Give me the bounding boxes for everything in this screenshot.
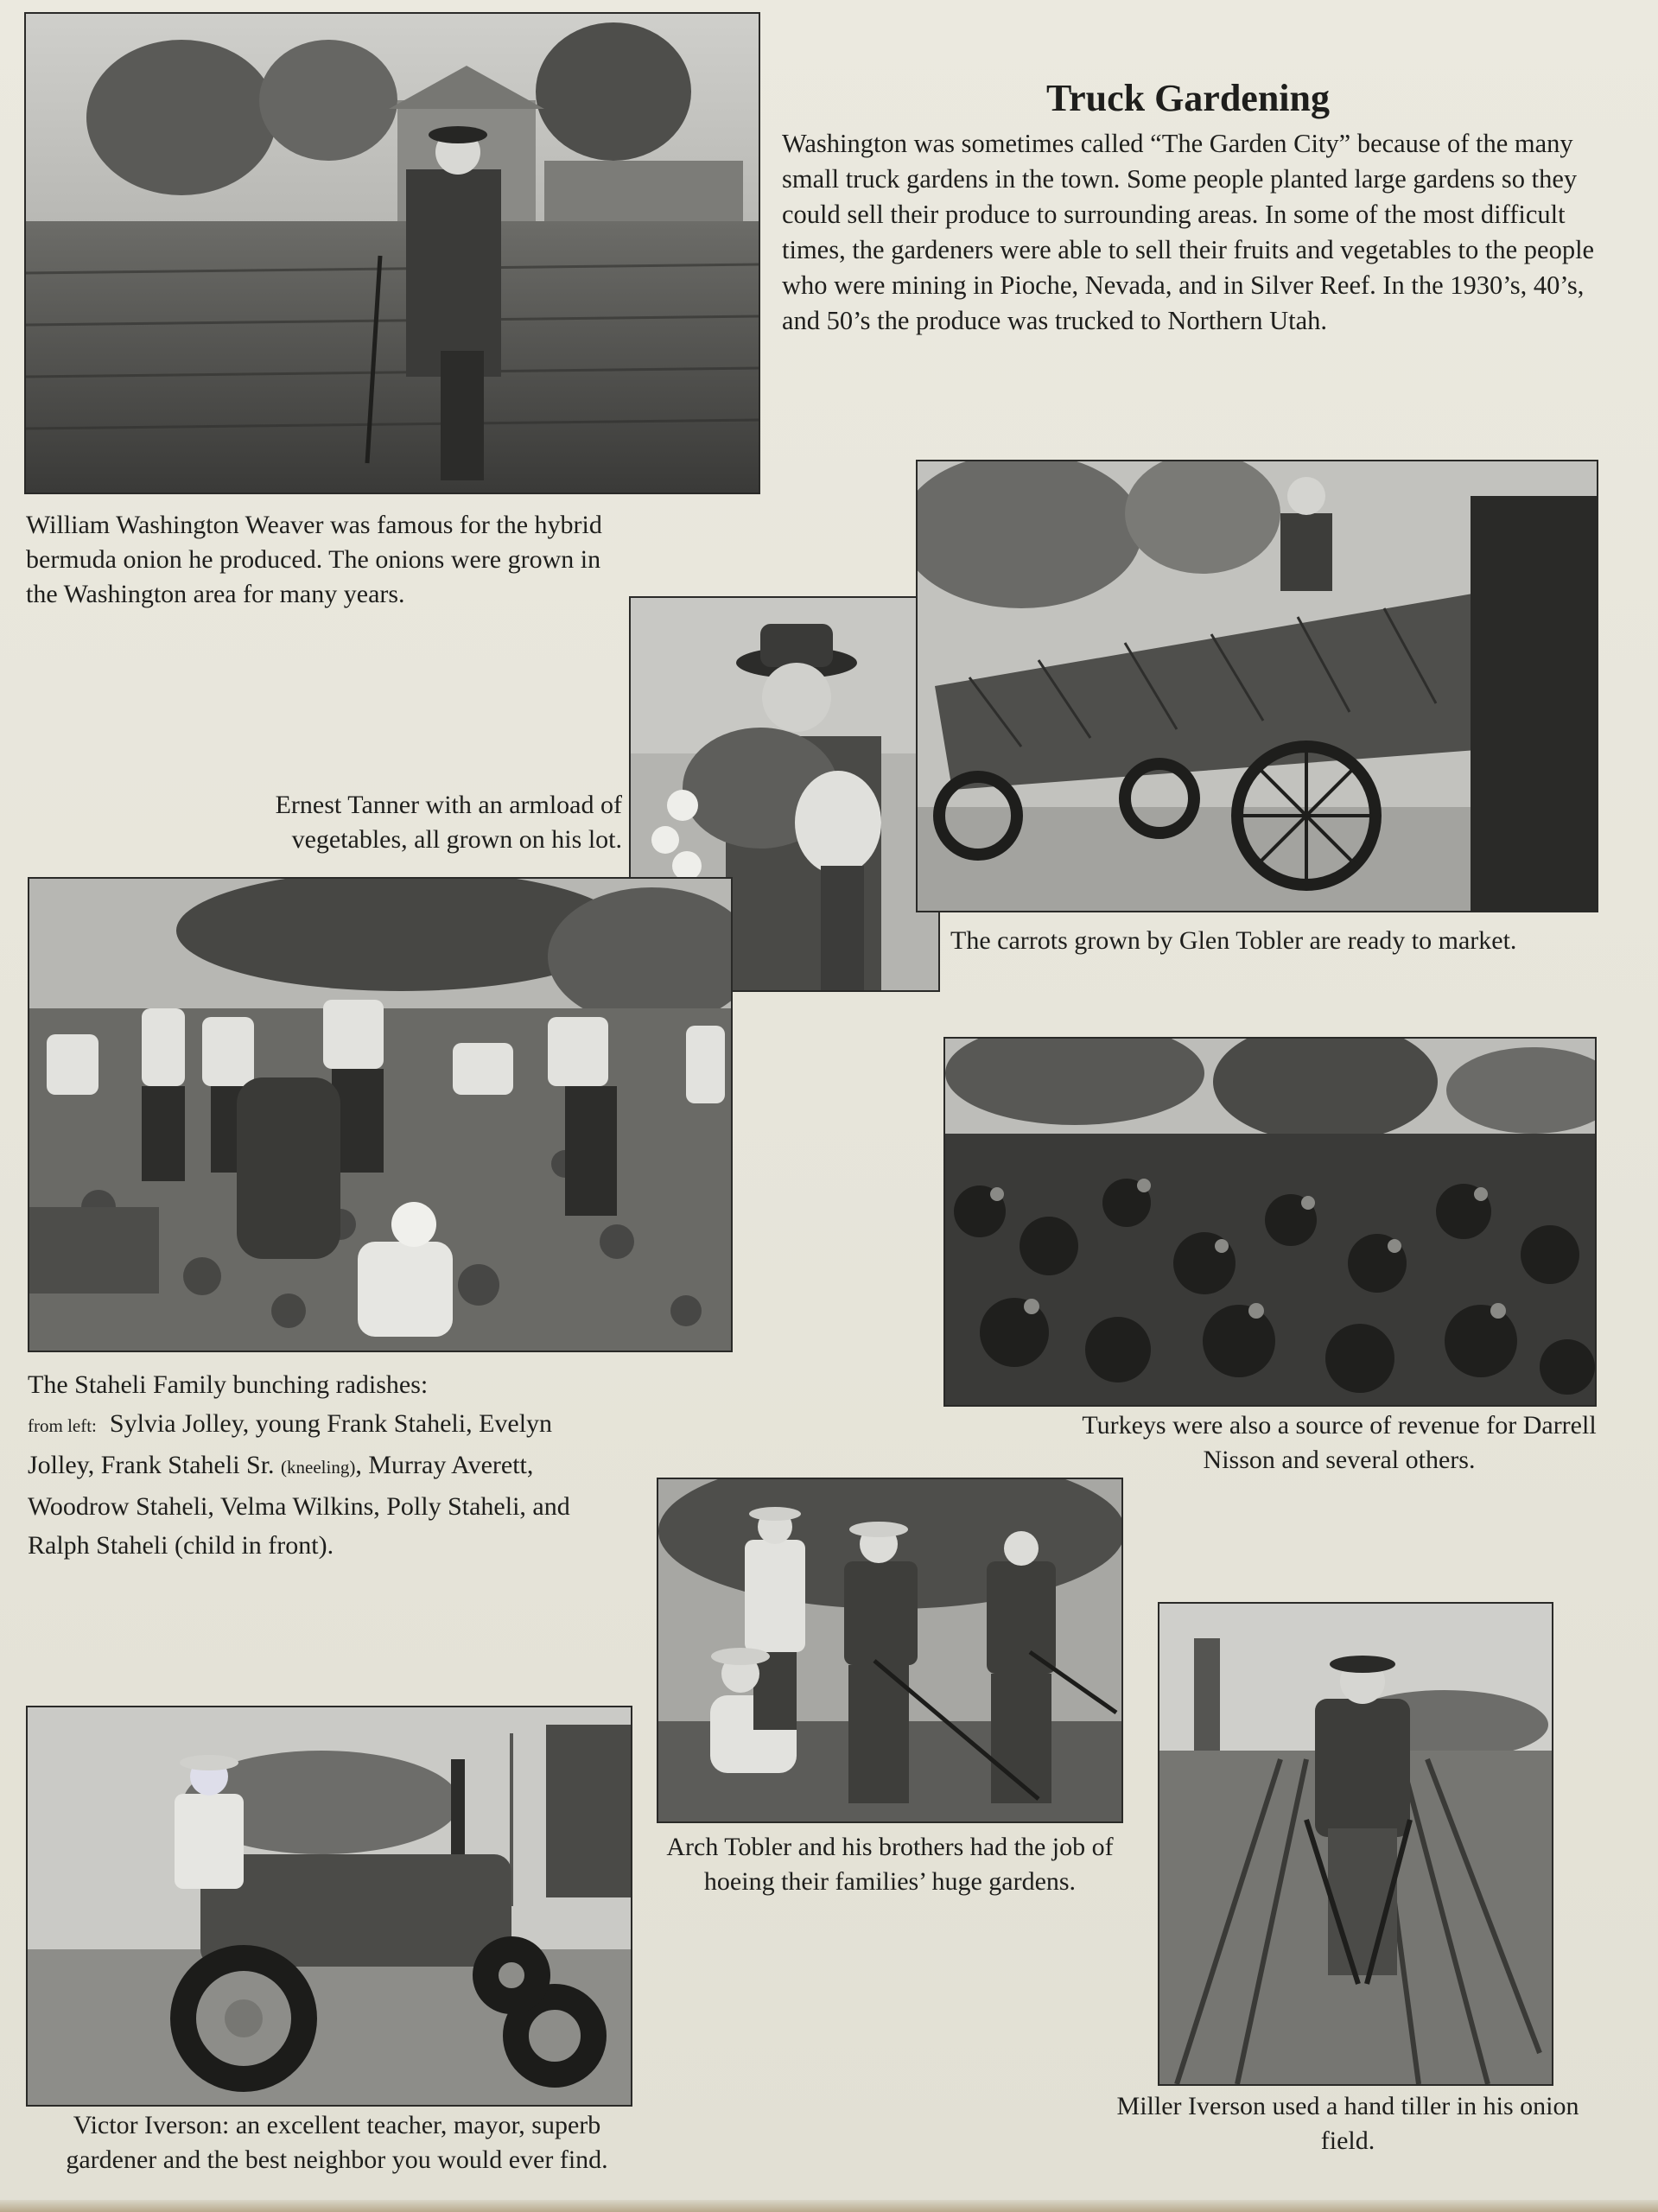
caption-staheli-names bbox=[28, 1404, 581, 1565]
caption-tanner-line1: Ernest Tanner with an armload of bbox=[275, 791, 622, 819]
photo-staheli-family-radishes bbox=[28, 877, 733, 1352]
caption-staheli-names-part1: Sylvia Jolley, young Frank Staheli, Evelyn Jolley, Frank Staheli Sr. bbox=[28, 1409, 553, 1479]
caption-victor-iverson: Victor Iverson: an excellent teacher, mayor, superb gardener and the best neighbor you would ever find. bbox=[66, 2111, 608, 2174]
photo-turkey-flock bbox=[943, 1037, 1597, 1407]
intro-paragraph: Washington was sometimes called “The Garden City” because of the many small truck gardens in the town. Some people planted large gardens so they could sell their produce to surrounding areas. In some of the most difficult times, the gardeners were able to sell their fruits and vegetables to the people who were mining in Pioche, Nevada, and in Silver Reef. In the 1930’s, 40’s, and 50’s the produce was trucked to Northern Utah. bbox=[782, 129, 1595, 335]
caption-ernest-tanner bbox=[173, 788, 622, 857]
caption-tanner-line2: vegetables, all grown on his lot. bbox=[291, 825, 622, 854]
caption-staheli-names-part2: , Murray Averett, Woodrow Staheli, Velma Wilkins, Polly Staheli, and Ralph Staheli (child in front). bbox=[28, 1451, 570, 1560]
caption-tobler-carrots: The carrots grown by Glen Tobler are ready to market. bbox=[950, 926, 1517, 955]
caption-weaver: William Washington Weaver was famous for the hybrid bermuda onion he produced. The onions were grown in the Washington area for many years. bbox=[26, 511, 602, 608]
photo-tobler-carrot-wagon bbox=[916, 460, 1598, 912]
frame-bottom-edge bbox=[0, 2200, 1658, 2212]
caption-staheli-family bbox=[28, 1365, 581, 1565]
caption-from-left: from left: bbox=[28, 1415, 97, 1436]
page-title: Truck Gardening bbox=[1045, 77, 1330, 119]
caption-kneeling: (kneeling) bbox=[281, 1457, 356, 1478]
photo-miller-iverson-tiller bbox=[1158, 1602, 1553, 2086]
photo-tobler-brothers-hoeing bbox=[657, 1478, 1123, 1823]
caption-miller-iverson: Miller Iverson used a hand tiller in his onion field. bbox=[1116, 2092, 1579, 2155]
caption-turkeys: Turkeys were also a source of revenue for Darrell Nisson and several others. bbox=[1082, 1411, 1597, 1474]
caption-arch-tobler: Arch Tobler and his brothers had the job of hoeing their families’ huge gardens. bbox=[666, 1833, 1114, 1896]
photo-weaver-onion-field bbox=[24, 12, 760, 494]
caption-staheli-heading: The Staheli Family bunching radishes: bbox=[28, 1370, 429, 1399]
photo-victor-iverson-tractor bbox=[26, 1706, 632, 2107]
